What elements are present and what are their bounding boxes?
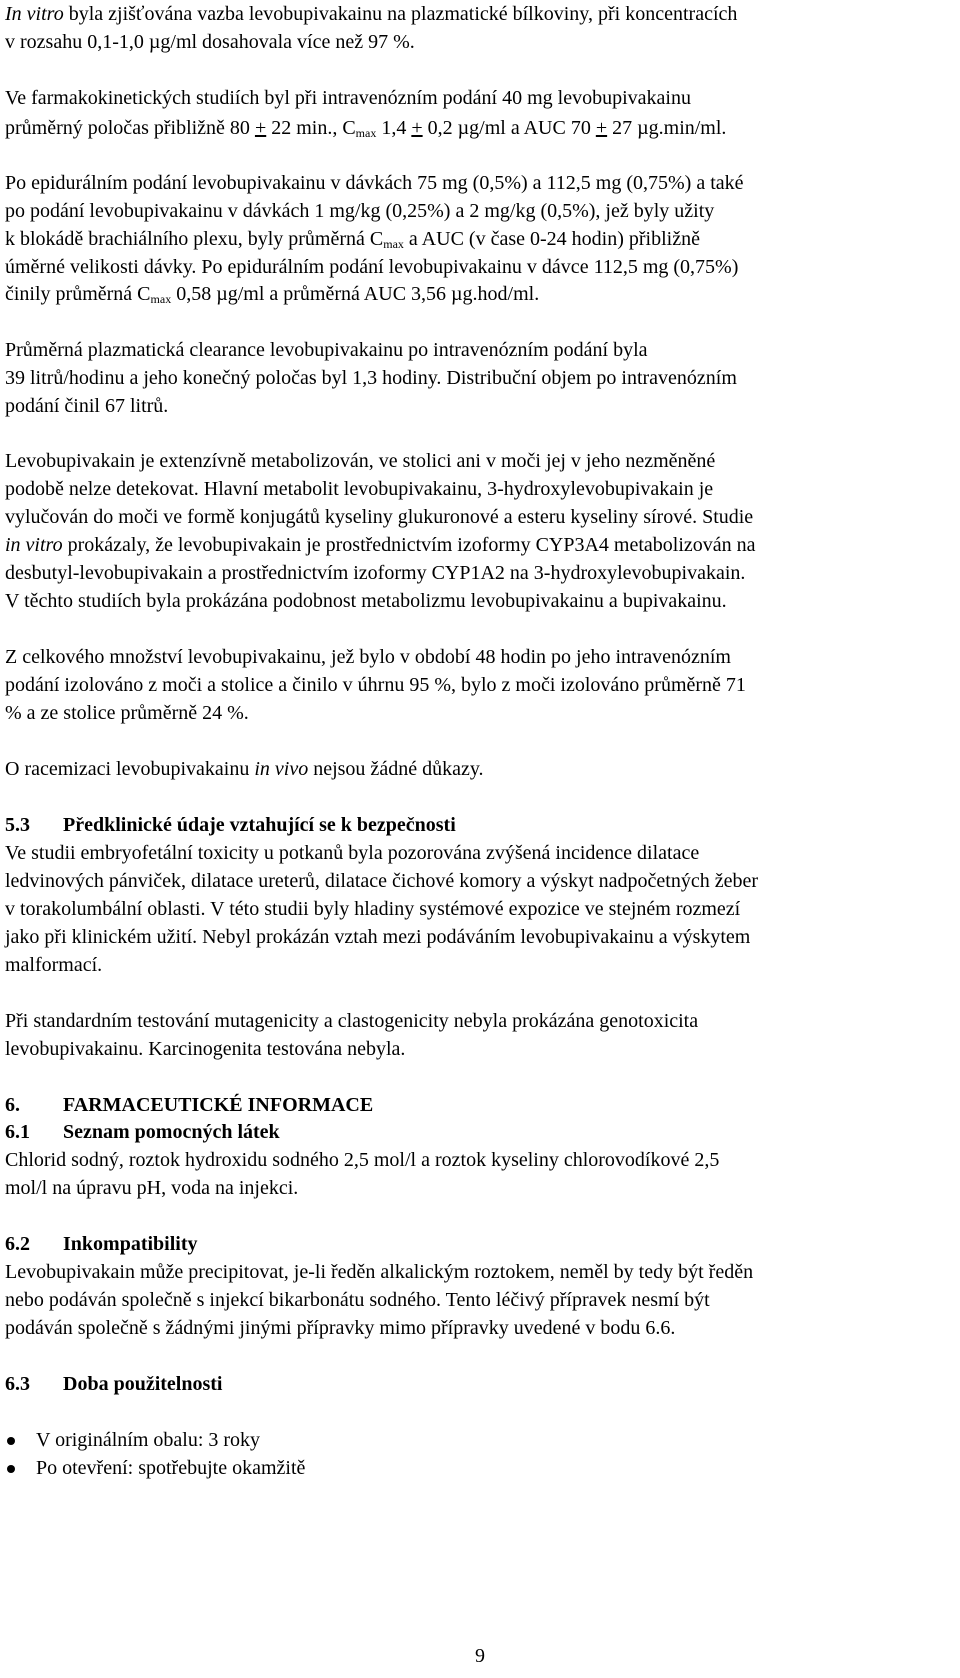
section-5-3-heading: 5.3 Předklinické údaje vztahující se k bezpečnosti — [5, 814, 456, 836]
para-metabolism-line-5: desbutyl-levobupivakain a prostřednictvím izoformy CYP1A2 na 3-hydroxylevobupivakain. — [5, 562, 746, 584]
para-binding-line-2: v rozsahu 0,1-1,0 µg/ml dosahovala více než 97 %. — [5, 31, 415, 53]
para-metabolism-line-3: vylučován do moči ve formě konjugátů kyseliny glukuronové a esteru kyseliny sírové. Studie — [5, 506, 754, 528]
para-epidural-line-4: úměrné velikosti dávky. Po epidurálním podání levobupivakainu v dávce 112,5 mg (0,75%) — [5, 256, 739, 278]
para-clearance-line-1: Průměrná plazmatická clearance levobupivakainu po intravenózním podání byla — [5, 339, 648, 361]
italic-term: In vitro — [5, 3, 64, 25]
bullet-icon — [7, 1465, 15, 1473]
para-clearance-line-3: podání činil 67 litrů. — [5, 395, 169, 417]
section-5-3-line-4: jako při klinickém užití. Nebyl prokázán vztah mezi podáváním levobupivakainu a výskytem — [5, 926, 751, 948]
para-metabolism-line-4: in vitro prokázaly, že levobupivakain je prostřednictvím izoformy CYP3A4 metabolizován na — [5, 534, 756, 556]
para-epidural-line-5: činily průměrná $C_{max}$ 0,58 µg/ml a průměrná AUC 3,56 µg.hod/ml. — [5, 283, 540, 306]
section-5-3-mutagenicity-line-2: levobupivakainu. Karcinogenita testována nebyla. — [5, 1038, 406, 1060]
para-pk-iv-line-1: Ve farmakokinetických studiích byl při intravenózním podání 40 mg levobupivakainu — [5, 87, 691, 109]
section-6-2-line-1: Levobupivakain může precipitovat, je-li ředěn alkalickým roztokem, neměl by tedy být ředěn — [5, 1261, 754, 1283]
section-5-3-line-3: v torakolumbální oblasti. V této studii byly hladiny systémové expozice ve stejném rozmezí — [5, 898, 741, 920]
section-6-1-line-1: Chlorid sodný, roztok hydroxidu sodného 2,5 mol/l a roztok kyseliny chlorovodíkové 2,5 — [5, 1149, 720, 1171]
para-clearance-line-2: 39 litrů/hodinu a jeho konečný poločas byl 1,3 hodiny. Distribuční objem po intravenózním — [5, 367, 737, 389]
para-epidural-line-2: po podání levobupivakainu v dávkách 1 mg/kg (0,25%) a 2 mg/kg (0,5%), jež byly užity — [5, 200, 715, 222]
section-5-3-line-5: malformací. — [5, 954, 103, 976]
section-5-3-mutagenicity-line-1: Při standardním testování mutagenicity a clastogenicity nebyla prokázána genotoxicita — [5, 1010, 699, 1032]
para-excretion-line-1: Z celkového množství levobupivakainu, jež bylo v období 48 hodin po jeho intravenózním — [5, 646, 731, 668]
section-5-3-line-1: Ve studii embryofetální toxicity u potkanů byla pozorována zvýšená incidence dilatace — [5, 842, 700, 864]
para-epidural-line-1: Po epidurálním podání levobupivakainu v dávkách 75 mg (0,5%) a 112,5 mg (0,75%) a také — [5, 172, 744, 194]
page-number: 9 — [475, 1645, 485, 1667]
section-6-1-line-2: mol/l na úpravu pH, voda na injekci. — [5, 1177, 299, 1199]
shelf-life-bullet-1: V originálním obalu: 3 roky — [36, 1429, 261, 1451]
para-racemization: O racemizaci levobupivakainu in vivo nejsou žádné důkazy. — [5, 758, 484, 780]
para-binding-line-1: In vitro byla zjišťována vazba levobupivakainu na plazmatické bílkoviny, při koncentracích — [5, 3, 738, 25]
section-6-3-heading: 6.3 Doba použitelnosti — [5, 1373, 223, 1395]
section-5-3-line-2: ledvinových pánviček, dilatace ureterů, dilatace čichové komory a výskyt nadpočetných žeber — [5, 870, 759, 892]
section-6-2-line-2: nebo podáván společně s injekcí bikarbonátu sodného. Tento léčivý přípravek nesmí být — [5, 1289, 710, 1311]
section-6-heading: 6. FARMACEUTICKÉ INFORMACE — [5, 1094, 374, 1116]
shelf-life-bullet-2: Po otevření: spotřebujte okamžitě — [36, 1457, 306, 1479]
para-metabolism-line-2: podobě nelze detekovat. Hlavní metabolit levobupivakainu, 3-hydroxylevobupivakain je — [5, 478, 714, 500]
section-6-2-heading: 6.2 Inkompatibility — [5, 1233, 198, 1255]
section-6-1-heading: 6.1 Seznam pomocných látek — [5, 1121, 280, 1143]
para-epidural-line-3: k blokádě brachiálního plexu, byly průměrná $C_{max}$ a AUC (v čase 0-24 hodin) přibližně — [5, 228, 700, 251]
para-excretion-line-3: % a ze stolice průměrně 24 %. — [5, 702, 249, 724]
para-metabolism-line-6: V těchto studiích byla prokázána podobnost metabolizmu levobupivakainu a bupivakainu. — [5, 590, 727, 612]
para-excretion-line-2: podání izolováno z moči a stolice a činilo v úhrnu 95 %, bylo z moči izolováno průměrně 71 — [5, 674, 746, 696]
para-metabolism-line-1: Levobupivakain je extenzívně metabolizován, ve stolici ani v moči jej v jeho nezměněné — [5, 450, 716, 472]
bullet-icon — [7, 1437, 15, 1445]
para-pk-iv-line-2: průměrný poločas přibližně 80 + 22 min., $C_{max}$ 1,4 + 0,2 µg/ml a AUC 70 + 27 µg.min/ml. — [5, 117, 727, 140]
section-6-2-line-3: podáván společně s žádnými jinými přípravky mimo přípravky uvedené v bodu 6.6. — [5, 1317, 676, 1339]
